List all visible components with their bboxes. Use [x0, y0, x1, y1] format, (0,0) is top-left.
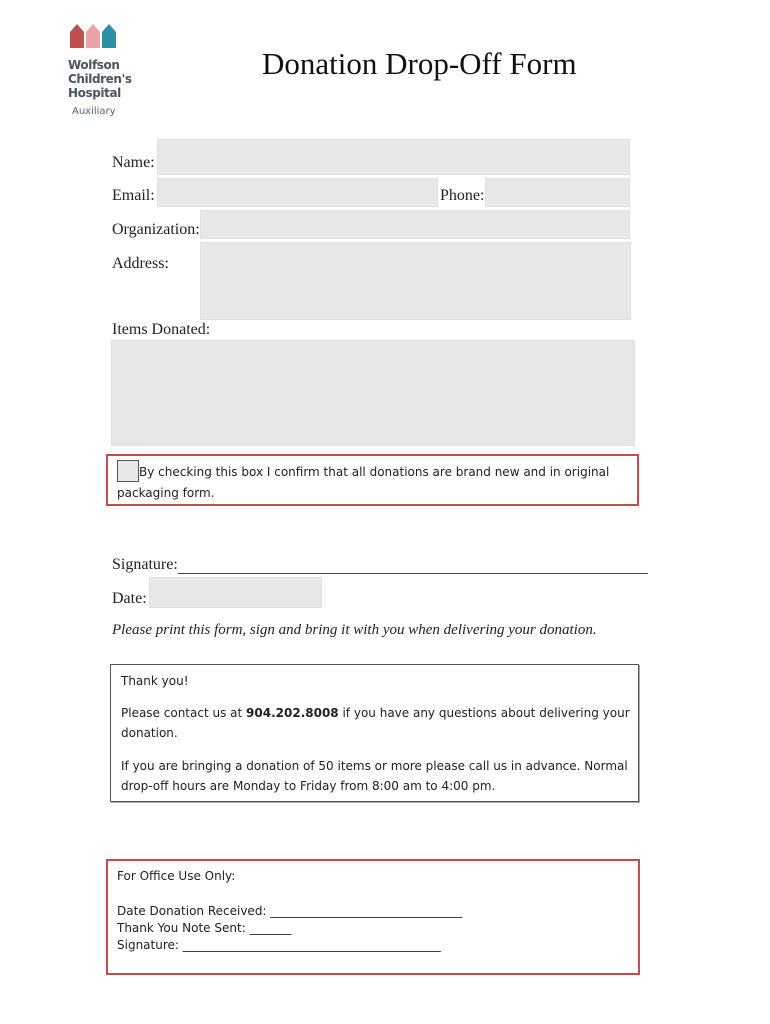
office-signature: Signature: ___________________________________________: [117, 938, 441, 952]
address-label: Address:: [112, 255, 169, 272]
phone-field[interactable]: [485, 178, 630, 207]
confirmation-text: By checking this box I confirm that all donations are brand new and in original packaging form.: [117, 465, 610, 500]
contact-phone: 904.202.8008: [246, 706, 339, 720]
advance-note: If you are bringing a donation of 50 items or more please call us in advance. Normal drop-off hours are Monday to Friday from 8:00 am to 4:00 pm.: [121, 759, 628, 793]
thank-you-box: [110, 664, 639, 802]
confirm-checkbox[interactable]: [117, 460, 139, 482]
items-donated-field[interactable]: [111, 340, 635, 446]
signature-line[interactable]: [178, 573, 648, 574]
office-heading: For Office Use Only:: [117, 869, 236, 883]
date-field[interactable]: [149, 577, 322, 608]
hospital-logo: [68, 24, 132, 124]
items-donated-label: Items Donated:: [112, 321, 211, 338]
logo-auxiliary: Auxiliary: [72, 106, 116, 117]
phone-label: Phone:: [440, 187, 485, 204]
contact-suffix: if you have any questions about delivering your donation.: [121, 706, 630, 740]
logo-text-line3: Hospital: [68, 86, 121, 100]
page-title: Donation Drop-Off Form: [262, 46, 577, 81]
email-field[interactable]: [157, 178, 438, 207]
contact-prefix: Please contact us at: [121, 706, 247, 720]
confirmation-box: [106, 454, 639, 506]
office-use-box: [106, 859, 640, 975]
logo-text-line2: Children's: [68, 72, 132, 86]
name-label: Name:: [112, 154, 155, 171]
email-label: Email:: [112, 187, 155, 204]
office-date-received: Date Donation Received: ________________________________: [117, 904, 463, 918]
signature-label: Signature:: [112, 556, 178, 573]
logo-text-line1: Wolfson: [68, 58, 120, 72]
logo-houses-icon: [70, 24, 118, 50]
organization-field[interactable]: [200, 210, 630, 239]
date-label: Date:: [112, 590, 147, 607]
contact-paragraph: [121, 703, 631, 743]
organization-label: Organization:: [112, 221, 200, 238]
name-field[interactable]: [157, 139, 630, 175]
office-thank-you-sent: Thank You Note Sent: _______: [117, 921, 292, 935]
thanks-heading: Thank you!: [121, 674, 189, 688]
address-field[interactable]: [200, 242, 631, 320]
print-instructions: Please print this form, sign and bring it with you when delivering your donation.: [112, 622, 597, 638]
